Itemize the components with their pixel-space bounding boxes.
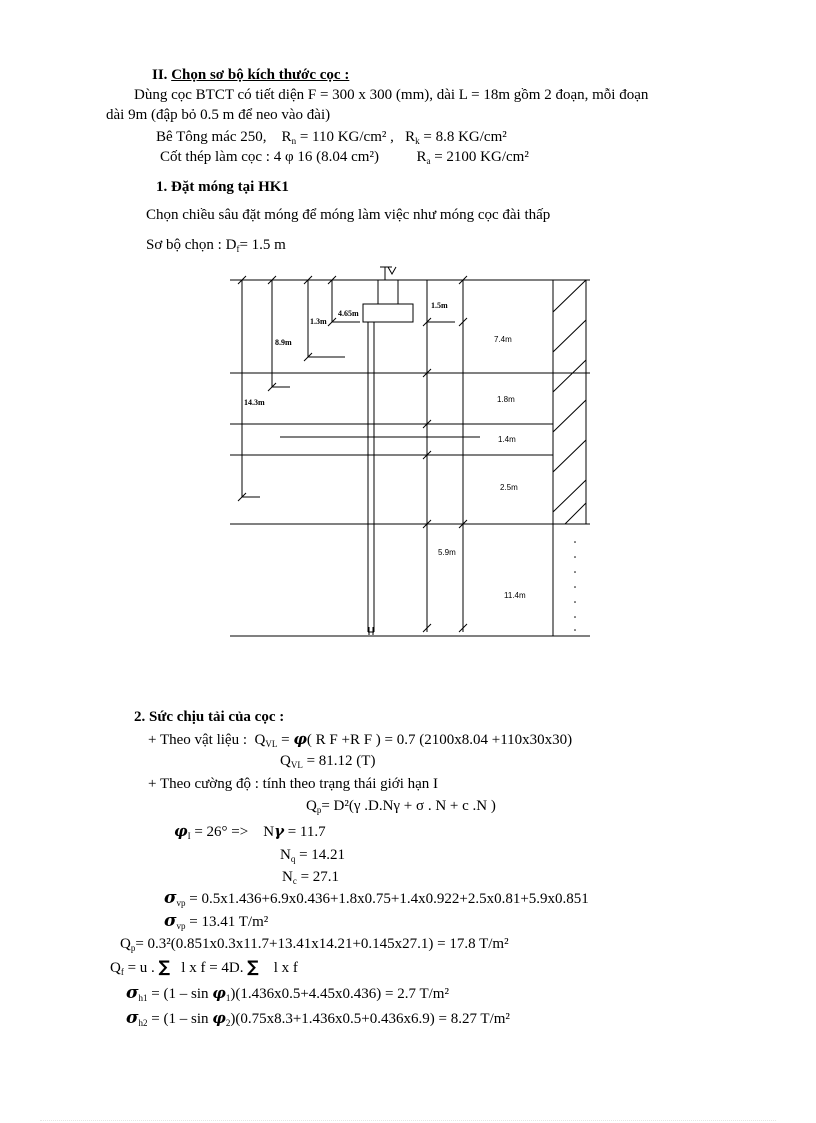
depth-label: 14.3m <box>244 398 265 407</box>
intro-line-2: dài 9m (đập bỏ 0.5 m để neo vào đài) <box>106 107 331 123</box>
part1-line-2: Sơ bộ chọn : $D_f= 1.5$ m <box>146 237 286 254</box>
section-number: II. <box>152 67 168 83</box>
depth-label: 1.3m <box>310 317 327 326</box>
qp-calc: $Q_p= 0.3^2(0.851x0.3x11.7+13.41x14.21+0.145x27.1) = 17.8$ T/m² <box>120 936 509 953</box>
depth-label: 4.65m <box>338 309 359 318</box>
pile-diagram <box>220 262 600 652</box>
qvl-value: $Q_{VL} = 81.12$ (T) <box>280 753 376 770</box>
layer-label: 11.4m <box>504 591 526 600</box>
qf-line: $Q_f = u$ . ∑ l x f = 4D. ∑ l x f <box>110 957 298 977</box>
intro-line-1: Dùng cọc BTCT có tiết diện F = 300 x 300 (mm), dài L = 18m gồm 2 đoạn, mỗi đoạn <box>134 87 649 103</box>
nq-line: $N_q = 14.21$ <box>280 847 346 864</box>
layer-label: 5.9m <box>438 548 456 557</box>
section-heading <box>152 66 349 84</box>
sigma-h1: $\sigma_{h1} = (1 - \sin \varphi_1)(1.436x0.5+4.45x0.436) = 2.7$ T/m² <box>126 983 449 1003</box>
page-footer-rule <box>40 1120 776 1121</box>
svp-value: $\sigma_{vp} = 13.41$ T/m² <box>164 911 269 931</box>
material-line: + Theo vật liệu : $Q_{VL} = \varphi$( R F +R F ) = 0.7 (2100x8.04 +110x30x30) <box>148 730 573 749</box>
layer-label: 2.5m <box>500 483 518 492</box>
part2-title: 2. Sức chịu tải của cọc : <box>134 709 285 725</box>
phi-line: $\varphi_I = 26^\circ$ => Nγ = 11.7 <box>174 822 326 841</box>
depth-label: 8.9m <box>275 338 292 347</box>
layer-label: 1.4m <box>498 435 516 444</box>
layer-label: 1.8m <box>497 395 515 404</box>
nc-line: $N_c = 27.1$ <box>282 869 340 886</box>
section-title: Chọn sơ bộ kích thước cọc : <box>171 67 350 83</box>
svp-formula: $\sigma_{vp} = 0.5x1.436+6.9x0.436+1.8x0.75+1.4x0.922+2.5x0.81+5.9x0.851$ <box>164 888 589 908</box>
pile-cap <box>363 304 413 322</box>
part1-line-1: Chọn chiều sâu đặt móng để móng làm việc như móng cọc đài thấp <box>146 207 551 223</box>
part1-title: 1. Đặt móng tại HK1 <box>156 179 289 195</box>
sigma-h2: $\sigma_{h2} = (1 - \sin \varphi_2)(0.75x8.3+1.436x0.5+0.436x6.9) = 8.27$ T/m² <box>126 1008 510 1028</box>
qp-formula: $Q_p= D^2(\gamma$ .D.Nγ + σ . N + c .N ) <box>306 798 496 815</box>
layer-label: 7.4m <box>494 335 512 344</box>
strength-line: + Theo cường độ : tính theo trạng thái giới hạn I <box>148 776 439 792</box>
depth-label: 1.5m <box>431 301 448 310</box>
concrete-line: Bê Tông mác 250, $R_n = 110$ KG/cm² , $R_k = 8.8$ KG/cm² <box>156 129 507 146</box>
steel-line: Cốt thép làm cọc : 4 φ 16 (8.04 cm²) $R_a = 2100$ KG/cm² <box>160 149 529 166</box>
